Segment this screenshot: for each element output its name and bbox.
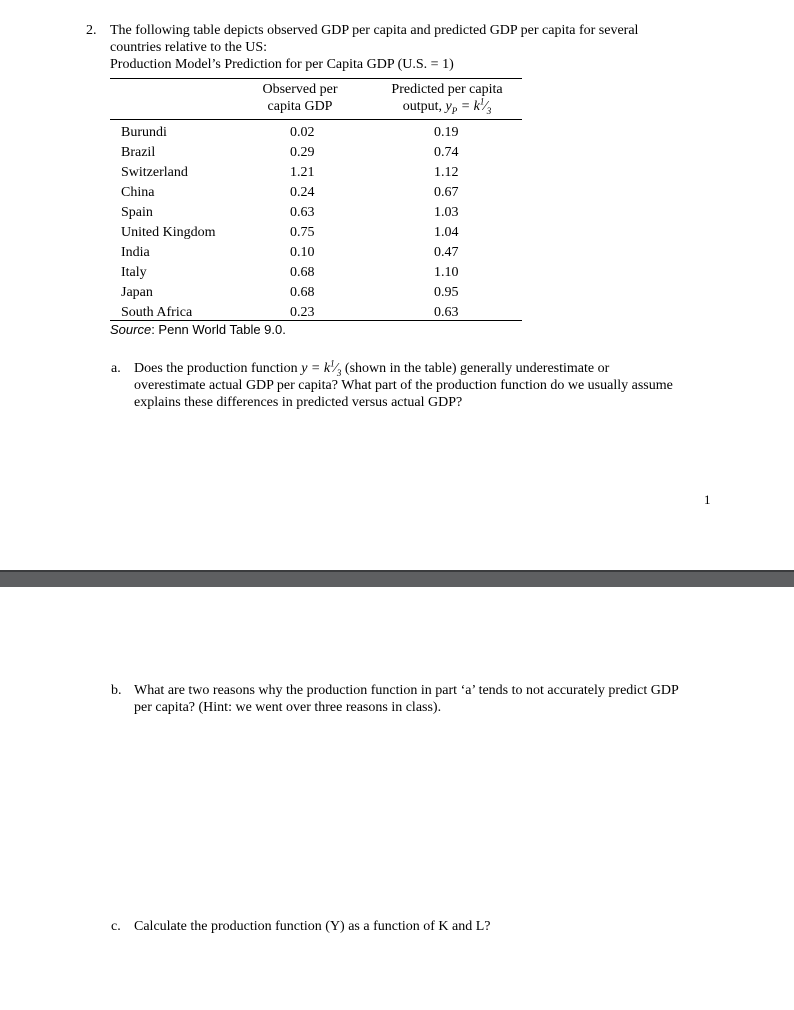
predicted-cell: 0.67: [434, 185, 459, 200]
part-a-line2: overestimate actual GDP per capita? What part of the production function do we usually assume: [134, 378, 673, 393]
observed-cell: 0.75: [290, 225, 315, 240]
part-a-line3: explains these differences in predicted versus actual GDP?: [134, 395, 463, 410]
header-observed-line1: Observed per: [262, 82, 338, 97]
predicted-cell: 1.04: [434, 225, 459, 240]
observed-cell: 0.63: [290, 205, 315, 220]
predicted-cell: 1.10: [434, 265, 459, 280]
predicted-cell: 1.03: [434, 205, 459, 220]
page-number: 1: [704, 492, 711, 507]
table-top-rule: [110, 78, 522, 79]
observed-cell: 0.24: [290, 185, 315, 200]
part-a-letter: a.: [111, 361, 121, 376]
header-observed-line2: capita GDP: [267, 99, 333, 114]
observed-cell: 0.68: [290, 265, 315, 280]
observed-cell: 0.23: [290, 305, 315, 320]
table-source: [110, 321, 286, 338]
part-b-line2: per capita? (Hint: we went over three reasons in class).: [134, 700, 442, 715]
part-b-line1: What are two reasons why the production function in part ‘a’ tends to not accurately predict GDP: [134, 683, 679, 698]
observed-cell: 0.02: [290, 125, 315, 140]
country-cell: Italy: [121, 265, 147, 280]
country-cell: India: [121, 245, 150, 260]
predicted-cell: 1.12: [434, 165, 459, 180]
country-cell: United Kingdom: [121, 225, 216, 240]
predicted-cell: 0.95: [434, 285, 459, 300]
header-observed: [250, 81, 350, 115]
observed-cell: 0.29: [290, 145, 315, 160]
source-text: : Penn World Table 9.0.: [151, 322, 286, 337]
part-c-line1: Calculate the production function (Y) as a function of K and L?: [134, 919, 491, 934]
part-a-line1-before: Does the production function: [134, 361, 302, 376]
header-predicted-line1: Predicted per capita: [391, 82, 503, 97]
country-cell: Switzerland: [121, 165, 188, 180]
header-predicted-formula: $y_P$ = $k^1⁄_3$: [445, 96, 492, 116]
header-predicted: [374, 81, 520, 115]
header-predicted-line2: [374, 98, 520, 115]
predicted-cell: 0.47: [434, 245, 459, 260]
page-break-divider: [0, 570, 794, 587]
observed-cell: 0.68: [290, 285, 315, 300]
country-cell: South Africa: [121, 305, 193, 320]
country-cell: Spain: [121, 205, 153, 220]
question-intro-line1: The following table depicts observed GDP per capita and predicted GDP per capita for several: [110, 23, 639, 38]
table-header-rule: [110, 119, 522, 120]
observed-cell: 0.10: [290, 245, 315, 260]
source-label: Source: [110, 322, 152, 337]
predicted-cell: 0.19: [434, 125, 459, 140]
part-c-letter: c.: [111, 919, 121, 934]
predicted-cell: 0.63: [434, 305, 459, 320]
observed-cell: 1.21: [290, 165, 315, 180]
country-cell: China: [121, 185, 155, 200]
predicted-cell: 0.74: [434, 145, 459, 160]
country-cell: Japan: [121, 285, 153, 300]
country-cell: Brazil: [121, 145, 156, 160]
country-cell: Burundi: [121, 125, 167, 140]
part-a-line1-after: (shown in the table) generally underestimate or: [341, 361, 610, 376]
part-a-formula: $y = k^1⁄_3$: [301, 358, 342, 378]
table-caption: Production Model’s Prediction for per Capita GDP (U.S. = 1): [110, 57, 454, 72]
header-predicted-line2-text: output,: [402, 99, 446, 114]
part-b-letter: b.: [111, 683, 122, 698]
question-intro-line2: countries relative to the US:: [110, 40, 268, 55]
question-number: 2.: [86, 23, 97, 38]
part-a-line1: [134, 360, 609, 377]
